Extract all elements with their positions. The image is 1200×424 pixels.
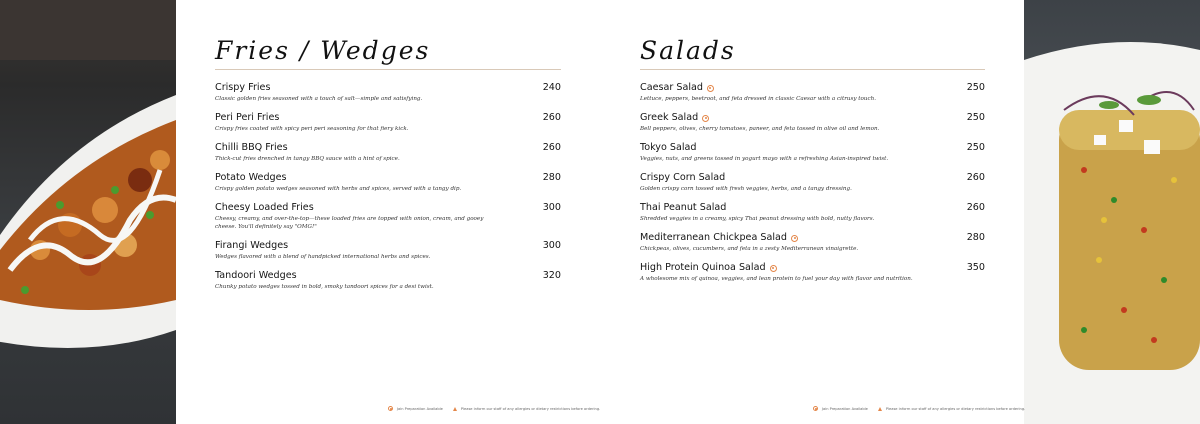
jain-preparation-icon [791, 235, 798, 242]
menu-item-header [215, 142, 561, 154]
menu-item [215, 240, 561, 261]
menu-item [215, 202, 561, 231]
menu-item-description: Crispy fries coated with spicy peri peri seasoning for that fiery kick. [215, 126, 409, 132]
fries-wedges-section [215, 34, 561, 300]
menu-item-header [215, 240, 561, 252]
menu-item-name-text: Thai Peanut Salad [640, 202, 727, 213]
menu-item [215, 112, 561, 133]
menu-item-name [640, 112, 709, 124]
menu-item-list [215, 82, 561, 291]
menu-item-name-text: High Protein Quinoa Salad [640, 262, 766, 273]
menu-item [640, 112, 985, 133]
menu-item-name [215, 82, 270, 94]
menu-item-price: 250 [966, 112, 985, 123]
menu-item-name [215, 142, 288, 154]
jain-preparation-icon [770, 265, 777, 272]
menu-item-name-text: Firangi Wedges [215, 240, 289, 251]
menu-item-header [640, 232, 985, 244]
footer-note [388, 406, 600, 411]
menu-item [215, 172, 561, 193]
menu-item-name [215, 202, 314, 214]
menu-item-header [640, 172, 985, 184]
menu-item-name [215, 112, 279, 124]
menu-item-price: 250 [966, 142, 985, 153]
menu-item-price: 260 [966, 202, 985, 213]
fries-photo [0, 0, 176, 424]
menu-item-price: 350 [966, 262, 985, 273]
menu-item-description: Classic golden fries seasoned with a touch of salt—simple and satisfying. [215, 96, 423, 102]
menu-item-description: Lettuce, peppers, beetroot, and feta dressed in classic Caesar with a citrusy touch. [640, 96, 877, 102]
menu-item-header [640, 82, 985, 94]
menu-item-name-text: Chilli BBQ Fries [215, 142, 288, 153]
menu-item-description: Wedges flavored with a blend of handpicked international herbs and spices. [215, 254, 431, 260]
menu-item-header [215, 202, 561, 214]
menu-item [640, 262, 985, 283]
menu-item-name-text: Greek Salad [640, 112, 699, 123]
jain-preparation-icon [388, 406, 393, 411]
menu-item-header [640, 202, 985, 214]
menu-item-name-text: Potato Wedges [215, 172, 287, 183]
menu-item-name-text: Tandoori Wedges [215, 270, 297, 281]
menu-item-description: Chunky potato wedges tossed in bold, smoky tandoori spices for a desi twist. [215, 284, 434, 290]
menu-item [640, 202, 985, 223]
menu-item-description: Cheesy, creamy, and over-the-top—these loaded fries are topped with onion, cream, and gooey cheese. You'll definitely say "OMG!" [215, 216, 484, 230]
menu-item-name-text: Tokyo Salad [640, 142, 697, 153]
jain-note: Jain Preparation Available [822, 406, 868, 411]
salads-section [640, 34, 985, 292]
menu-item-name-text: Caesar Salad [640, 82, 703, 93]
jain-preparation-icon [707, 85, 714, 92]
section-title: Salads [640, 36, 736, 65]
menu-item-header [215, 82, 561, 94]
menu-item-name-text: Mediterranean Chickpea Salad [640, 232, 787, 243]
menu-item-price: 260 [542, 112, 561, 123]
menu-item-header [640, 142, 985, 154]
menu-item-name [640, 202, 726, 214]
menu-item [215, 142, 561, 163]
menu-item-name [640, 172, 725, 184]
menu-item-header [215, 112, 561, 124]
jain-note: Jain Preparation Available [397, 406, 443, 411]
menu-item-list [640, 82, 985, 283]
title-divider [640, 69, 985, 70]
menu-item-header [215, 270, 561, 282]
menu-item-name [215, 240, 288, 252]
menu-item-price: 320 [542, 270, 561, 281]
menu-item-header [640, 262, 985, 274]
allergy-note: Please inform our staff of any allergies or dietary restrictions before ordering. [885, 406, 1026, 411]
menu-item-description: Crispy golden potato wedges seasoned with herbs and spices, served with a tangy dip. [215, 186, 462, 192]
menu-item-description: Bell peppers, olives, cherry tomatoes, paneer, and feta tossed in olive oil and lemon. [640, 126, 880, 132]
menu-item-name-text: Crispy Fries [215, 82, 271, 93]
menu-item-price: 280 [542, 172, 561, 183]
menu-item-header [215, 172, 561, 184]
menu-item-price: 260 [542, 142, 561, 153]
menu-item-price: 260 [966, 172, 985, 183]
menu-item-name-text: Peri Peri Fries [215, 112, 280, 123]
menu-item-description: A wholesome mix of quinoa, veggies, and lean protein to fuel your day with flavor and nutrition. [640, 276, 913, 282]
section-title: Fries / Wedges [215, 36, 431, 65]
menu-item-price: 240 [542, 82, 561, 93]
menu-item [640, 232, 985, 253]
menu-item-name-text: Crispy Corn Salad [640, 172, 726, 183]
menu-item-name [640, 82, 714, 94]
allergy-note: Please inform our staff of any allergies or dietary restrictions before ordering. [460, 406, 601, 411]
menu-item-description: Golden crispy corn tossed with fresh veggies, herbs, and a tangy dressing. [640, 186, 852, 192]
menu-item-header [640, 112, 985, 124]
warning-icon [878, 407, 882, 411]
menu-item-name [640, 262, 777, 274]
menu-item-name-text: Cheesy Loaded Fries [215, 202, 314, 213]
warning-icon [453, 407, 457, 411]
menu-item-name [640, 232, 798, 244]
menu-item [215, 270, 561, 291]
menu-item-description: Chickpeas, olives, cucumbers, and feta in a zesty Mediterranean vinaigrette. [640, 246, 859, 252]
title-divider [215, 69, 561, 70]
menu-item-price: 280 [966, 232, 985, 243]
menu-item-price: 250 [966, 82, 985, 93]
menu-item-description: Thick-cut fries drenched in tangy BBQ sauce with a hint of spice. [215, 156, 400, 162]
jain-preparation-icon [813, 406, 818, 411]
menu-item-price: 300 [542, 202, 561, 213]
menu-item [215, 82, 561, 103]
menu-item-description: Shredded veggies in a creamy, spicy Thai peanut dressing with bold, nutty flavors. [640, 216, 875, 222]
jain-preparation-icon [702, 115, 709, 122]
menu-item [640, 82, 985, 103]
menu-item-name [640, 142, 697, 154]
menu-item-name [215, 172, 287, 184]
quinoa-salad-photo [1024, 0, 1200, 424]
menu-item-price: 300 [542, 240, 561, 251]
menu-item [640, 142, 985, 163]
menu-item [640, 172, 985, 193]
menu-item-description: Veggies, nuts, and greens tossed in yogurt mayo with a refreshing Asian-inspired twist. [640, 156, 889, 162]
footer-note [813, 406, 1025, 411]
menu-item-name [215, 270, 297, 282]
